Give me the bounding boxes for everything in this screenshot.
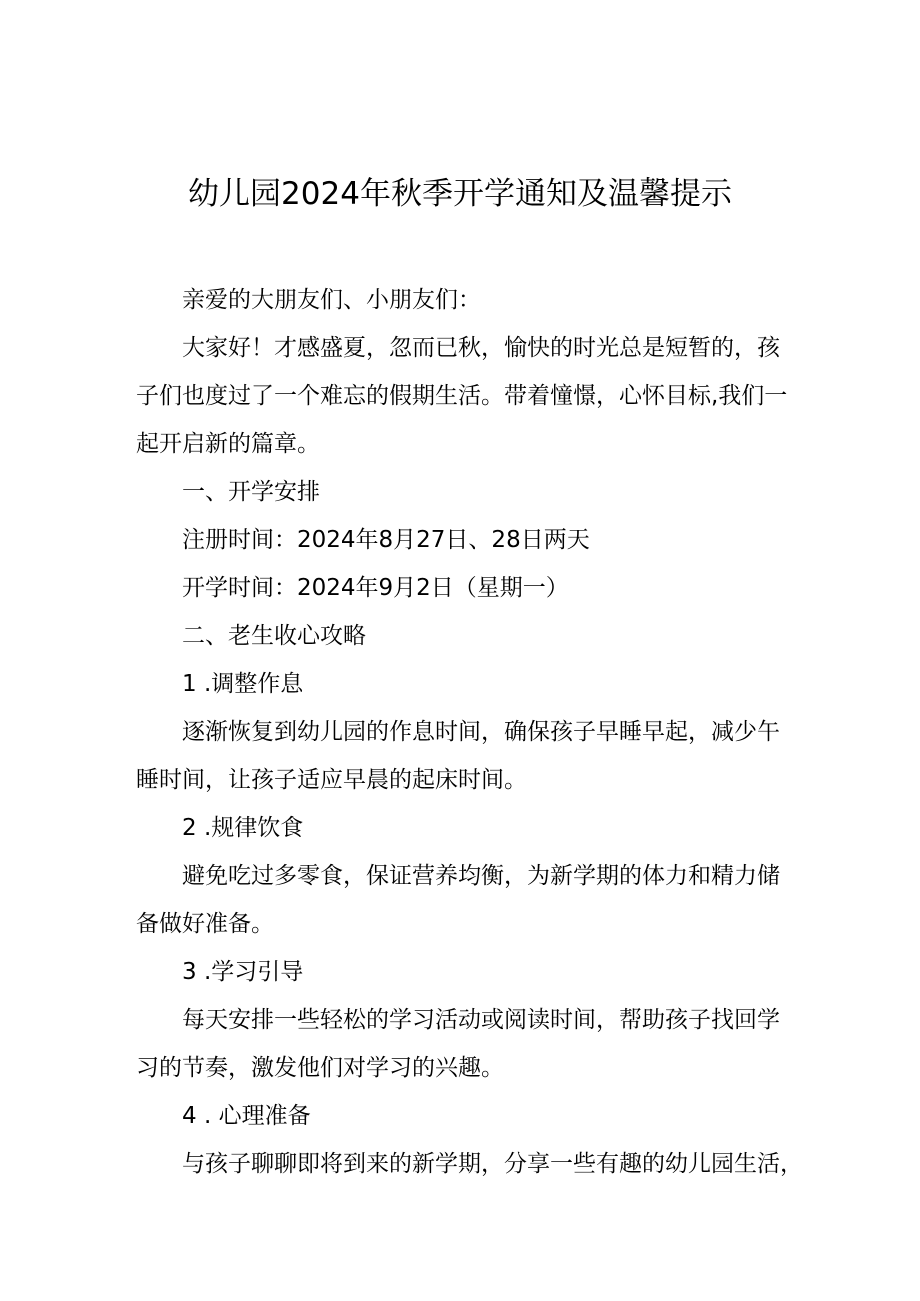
- document-body: [136, 276, 803, 1188]
- school-start-time: 开学时间：2024年9月2日（星期一）: [182, 575, 569, 601]
- section-1-heading: 一、开学安排: [182, 479, 320, 505]
- item-2-heading: 2 .规律饮食: [182, 815, 304, 841]
- item-3-line-1: 每天安排一些轻松的学习活动或阅读时间，帮助孩子找回学: [182, 1007, 780, 1033]
- item-3-paragraph: [136, 996, 792, 1092]
- item-3-line-2: 习的节奏，激发他们对学习的兴趣。: [136, 1055, 504, 1081]
- intro-line-3: 起开启新的篇章。: [136, 431, 320, 457]
- item-4-paragraph: [136, 1140, 803, 1188]
- item-4-heading: 4 . 心理准备: [182, 1103, 311, 1129]
- document-title: 幼儿园2024年秋季开学通知及温馨提示: [188, 176, 732, 212]
- item-2-line-2: 备做好准备。: [136, 911, 274, 937]
- section-2-heading: 二、老生收心攻略: [182, 623, 366, 649]
- item-4-line-1: 与孩子聊聊即将到来的新学期，分享一些有趣的幼儿园生活，: [182, 1151, 803, 1177]
- intro-line-2: 子们也度过了一个难忘的假期生活。带着憧憬，心怀目标,我们一: [136, 383, 788, 409]
- item-1-line-1: 逐渐恢复到幼儿园的作息时间，确保孩子早睡早起，减少午: [182, 719, 780, 745]
- item-1-heading: 1 .调整作息: [182, 671, 304, 697]
- item-1-line-2: 睡时间，让孩子适应早晨的起床时间。: [136, 767, 527, 793]
- registration-time: 注册时间：2024年8月27日、28日两天: [182, 527, 590, 553]
- intro-paragraph: [136, 324, 792, 468]
- item-2-line-1: 避免吃过多零食，保证营养均衡，为新学期的体力和精力储: [182, 863, 780, 889]
- item-2-paragraph: [136, 852, 792, 948]
- intro-line-1: 大家好！才感盛夏，忽而已秋，愉快的时光总是短暂的，孩: [182, 335, 780, 361]
- item-3-heading: 3 .学习引导: [182, 959, 304, 985]
- greeting: 亲爱的大朋友们、小朋友们：: [182, 287, 481, 313]
- item-1-paragraph: [136, 708, 792, 804]
